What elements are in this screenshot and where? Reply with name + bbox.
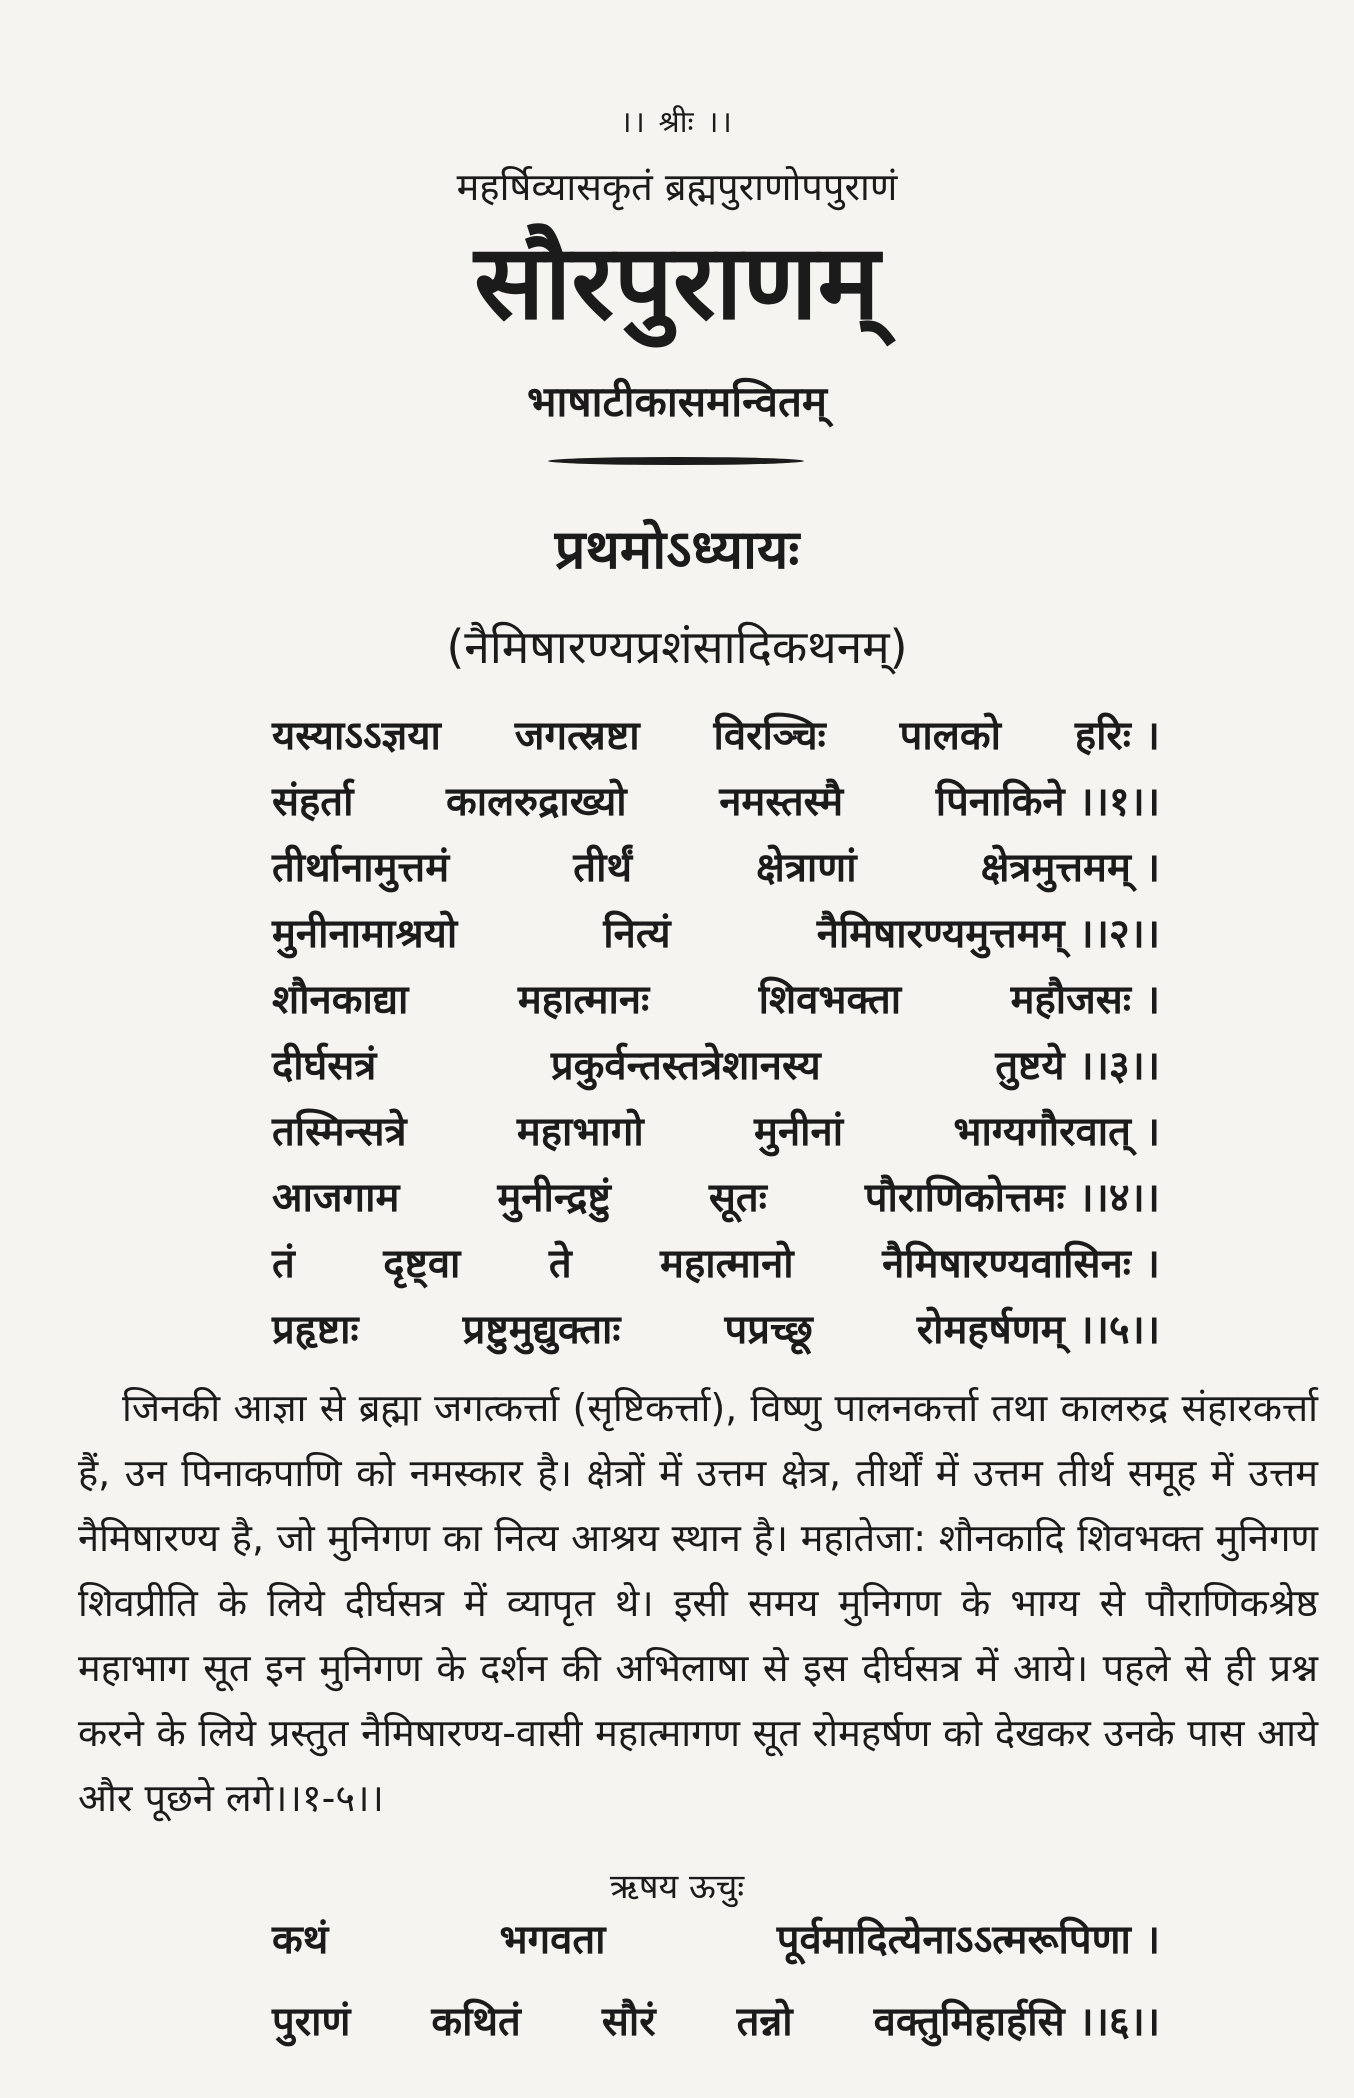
verse-word: दीर्घसत्रं: [272, 1043, 377, 1089]
verse-word: वक्तुमिहार्हसि ।।६।।: [873, 1999, 1160, 2045]
verse-word: पूर्वमादित्येनाऽऽत्मरूपिणा ।: [776, 1917, 1160, 1963]
book-title: सौरपुराणम्: [474, 221, 880, 343]
verse-line: [272, 970, 1160, 1036]
verse-word: संहर्ता: [272, 779, 354, 825]
chapter-subtitle: (नैमिषारण्यप्रशंसादिकथनम्): [446, 620, 908, 674]
verse-line: [272, 1036, 1160, 1102]
verse-word: तीर्थं: [573, 845, 633, 891]
verse-line: [272, 1910, 1160, 1992]
verse-word: नमस्तस्मै: [719, 779, 844, 825]
verse-word: कथं: [272, 1917, 329, 1963]
verse-word: प्रष्टुमुद्युक्ताः: [462, 1307, 621, 1353]
verse-word: ते: [548, 1241, 572, 1287]
verse-word: सौरं: [601, 1999, 656, 2045]
verse-word: महौजसः ।: [1010, 977, 1160, 1023]
verse-word: हरिः ।: [1074, 713, 1160, 759]
verse-word: सूतः: [708, 1175, 767, 1221]
verse-line: [272, 706, 1160, 772]
verse-word: नैमिषारण्यमुत्तमम् ।।२।।: [816, 911, 1160, 957]
verse-word: दृष्ट्वा: [383, 1241, 461, 1287]
verse-word: महाभागो: [516, 1109, 644, 1155]
title-note: भाषाटीकासमन्वितम्: [526, 377, 828, 426]
verse-block-1: [272, 706, 1160, 1366]
verse-word: भगवता: [499, 1917, 606, 1963]
verse-word: शिवभक्ता: [758, 977, 902, 1023]
chapter-title: प्रथमोऽध्यायः: [554, 518, 800, 581]
verse-line: [272, 904, 1160, 970]
verse-word: मुनीन्द्रष्टुं: [497, 1175, 611, 1221]
speaker-heading: ऋषय ऊचुः: [609, 1867, 745, 1907]
verse-word: पिनाकिने ।।१।।: [935, 779, 1160, 825]
verse-word: नैमिषारण्यवासिनः ।: [882, 1241, 1160, 1287]
verse-word: पौराणिकोत्तमः ।।४।।: [864, 1175, 1160, 1221]
verse-word: तीर्थानामुत्तमं: [272, 845, 450, 891]
verse-word: क्षेत्रमुत्तमम् ।: [980, 845, 1160, 891]
verse-word: पप्रच्छू: [724, 1307, 813, 1353]
verse-word: प्रहृष्टाः: [272, 1307, 359, 1353]
verse-line: [272, 1168, 1160, 1234]
verse-line: [272, 1102, 1160, 1168]
verse-word: तस्मिन्सत्रे: [272, 1109, 407, 1155]
verse-line: [272, 1234, 1160, 1300]
verse-line: [272, 1300, 1160, 1366]
verse-word: कथितं: [431, 1999, 521, 2045]
verse-word: पालको: [899, 713, 1001, 759]
verse-word: महात्मानः: [517, 977, 650, 1023]
verse-word: प्रकुर्वन्तस्तत्रेशानस्य: [550, 1043, 821, 1089]
verse-word: मुनीनामाश्रयो: [272, 911, 458, 957]
invocation-line: ।। श्रीः ।।: [620, 105, 734, 140]
verse-word: विरञ्चिः: [713, 713, 826, 759]
verse-word: भाग्यगौरवात् ।: [953, 1109, 1160, 1155]
title-divider: [548, 457, 804, 465]
verse-line: [272, 1992, 1160, 2074]
verse-word: मुनीनां: [754, 1109, 844, 1155]
verse-word: क्षेत्राणां: [756, 845, 857, 891]
verse-word: रोमहर्षणम् ।।५।।: [916, 1307, 1160, 1353]
work-attribution: महर्षिव्यासकृतं ब्रह्मपुराणोपपुराणं: [456, 165, 898, 209]
verse-word: जगत्स्रष्टा: [514, 713, 640, 759]
commentary-paragraph: जिनकी आज्ञा से ब्रह्मा जगत्कर्त्ता (सृष्टिकर्त्ता), विष्णु पालनकर्त्ता तथा कालरुद्र संहारकर्त्ता हैं, उन पिनाकपाणि को नमस्कार है। क्षेत्रों में उत्तम क्षेत्र, तीर्थों में उत्तम तीर्थ समूह में उत्तम नैमिषारण्य है, जो मुनिगण का नित्य आश्रय स्थान है। महातेजा: शौनकादि शिवभक्त मुनिगण शिवप्रीति के लिये दीर्घसत्र में व्यापृत थे। इसी समय मुनिगण के भाग्य से पौराणिकश्रेष्ठ महाभाग सूत इन मुनिगण के दर्शन की अभिलाषा से इस दीर्घसत्र में आये। पहले से ही प्रश्न करने के लिये प्रस्तुत नैमिषारण्य-वासी महात्मागण सूत रोमहर्षण को देखकर उनके पास आये और पूछने लगे।।१-५।।: [78, 1386, 1318, 1820]
verse-word: आजगाम: [272, 1175, 400, 1221]
verse-word: तं: [272, 1241, 295, 1287]
verse-line: [272, 838, 1160, 904]
verse-line: [272, 772, 1160, 838]
verse-word: महात्मानो: [660, 1241, 794, 1287]
verse-block-2: [272, 1910, 1160, 2074]
verse-word: यस्याऽऽज्ञया: [272, 713, 441, 759]
verse-word: शौनकाद्या: [272, 977, 409, 1023]
verse-word: तुष्टये ।।३।।: [995, 1043, 1160, 1089]
verse-word: नित्यं: [603, 911, 671, 957]
verse-word: पुराणं: [272, 1999, 351, 2045]
verse-word: तन्नो: [736, 1999, 793, 2045]
verse-word: कालरुद्राख्यो: [445, 779, 627, 825]
